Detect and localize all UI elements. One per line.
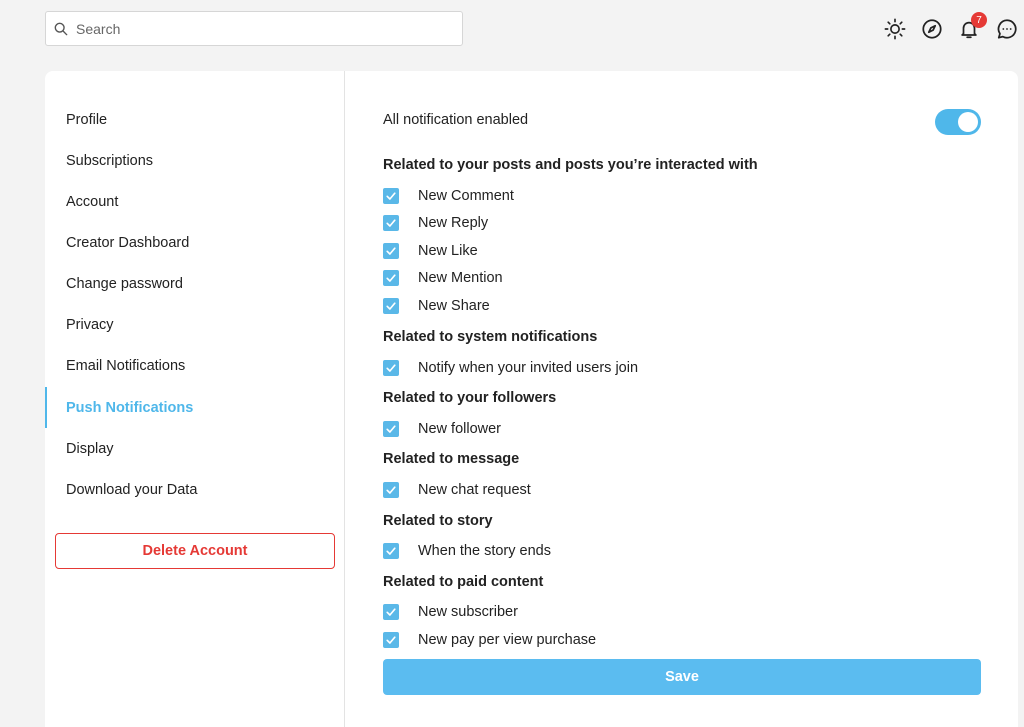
story-ends-checkbox[interactable] (383, 543, 399, 559)
option-label: New chat request (418, 482, 531, 498)
new-mention-checkbox[interactable] (383, 270, 399, 286)
settings-sidebar (45, 71, 345, 727)
option-label: New pay per view purchase (418, 632, 597, 648)
sidebar-item-account[interactable]: Account (66, 193, 119, 210)
check-icon (385, 190, 397, 202)
sidebar-item-subscriptions[interactable]: Subscriptions (66, 152, 154, 169)
section-title-posts: Related to your posts and posts you’re interacted with (383, 157, 758, 173)
option-label: New subscriber (418, 604, 518, 620)
check-icon (385, 484, 397, 496)
save-button[interactable]: Save (383, 659, 981, 695)
check-icon (385, 362, 397, 374)
option-new-like (383, 242, 478, 260)
check-icon (385, 545, 397, 557)
check-icon (385, 272, 397, 284)
pay-per-view-checkbox[interactable] (383, 632, 399, 648)
option-pay-per-view (383, 631, 596, 649)
check-icon (385, 634, 397, 646)
option-label: Notify when your invited users join (418, 360, 639, 376)
invited-users-join-checkbox[interactable] (383, 360, 399, 376)
sun-icon[interactable] (883, 17, 907, 41)
option-label: New Comment (418, 188, 514, 204)
sidebar-item-change-password[interactable]: Change password (66, 275, 183, 292)
option-new-comment (383, 187, 514, 205)
new-chat-request-checkbox[interactable] (383, 482, 399, 498)
option-label: New Mention (418, 270, 503, 286)
chat-icon[interactable] (995, 17, 1019, 41)
section-title-paid-content: Related to paid content (383, 574, 544, 590)
check-icon (385, 245, 397, 257)
notification-badge: 7 (971, 12, 987, 28)
push-notifications-panel (383, 71, 983, 727)
all-notifications-label: All notification enabled (383, 112, 529, 128)
sidebar-item-email-notifications[interactable]: Email Notifications (66, 357, 186, 374)
option-new-mention (383, 269, 503, 287)
option-new-share (383, 297, 490, 315)
option-new-subscriber (383, 603, 518, 621)
check-icon (385, 423, 397, 435)
bell-icon[interactable] (957, 14, 982, 41)
search-bar[interactable] (45, 11, 463, 46)
sidebar-item-creator-dashboard[interactable]: Creator Dashboard (66, 234, 190, 251)
new-comment-checkbox[interactable] (383, 188, 399, 204)
all-notifications-toggle[interactable] (935, 109, 981, 135)
option-new-follower (383, 420, 501, 438)
option-invited-users-join (383, 359, 638, 377)
section-title-message: Related to message (383, 451, 520, 467)
check-icon (385, 606, 397, 618)
option-label: New follower (418, 421, 501, 437)
option-story-ends (383, 542, 551, 560)
sidebar-item-display[interactable]: Display (66, 440, 114, 457)
toggle-knob (958, 112, 978, 132)
search-input[interactable] (76, 21, 436, 37)
option-new-reply (383, 214, 488, 232)
section-title-story: Related to story (383, 513, 493, 529)
sidebar-item-profile[interactable]: Profile (66, 111, 108, 128)
option-label: When the story ends (418, 543, 551, 559)
option-label: New Reply (418, 215, 489, 231)
new-reply-checkbox[interactable] (383, 215, 399, 231)
check-icon (385, 300, 397, 312)
settings-card (45, 71, 1018, 727)
new-subscriber-checkbox[interactable] (383, 604, 399, 620)
sidebar-item-push-notifications[interactable]: Push Notifications (45, 387, 344, 428)
option-label: New Like (418, 243, 478, 259)
new-follower-checkbox[interactable] (383, 421, 399, 437)
option-label: New Share (418, 298, 490, 314)
option-new-chat-request (383, 481, 531, 499)
section-title-followers: Related to your followers (383, 390, 557, 406)
delete-account-button[interactable]: Delete Account (55, 533, 335, 569)
search-icon (54, 22, 68, 36)
check-icon (385, 217, 397, 229)
sidebar-item-privacy[interactable]: Privacy (66, 316, 114, 333)
sidebar-item-download-data[interactable]: Download your Data (66, 481, 198, 498)
new-like-checkbox[interactable] (383, 243, 399, 259)
section-title-system: Related to system notifications (383, 329, 598, 345)
compass-icon[interactable] (920, 17, 944, 41)
new-share-checkbox[interactable] (383, 298, 399, 314)
